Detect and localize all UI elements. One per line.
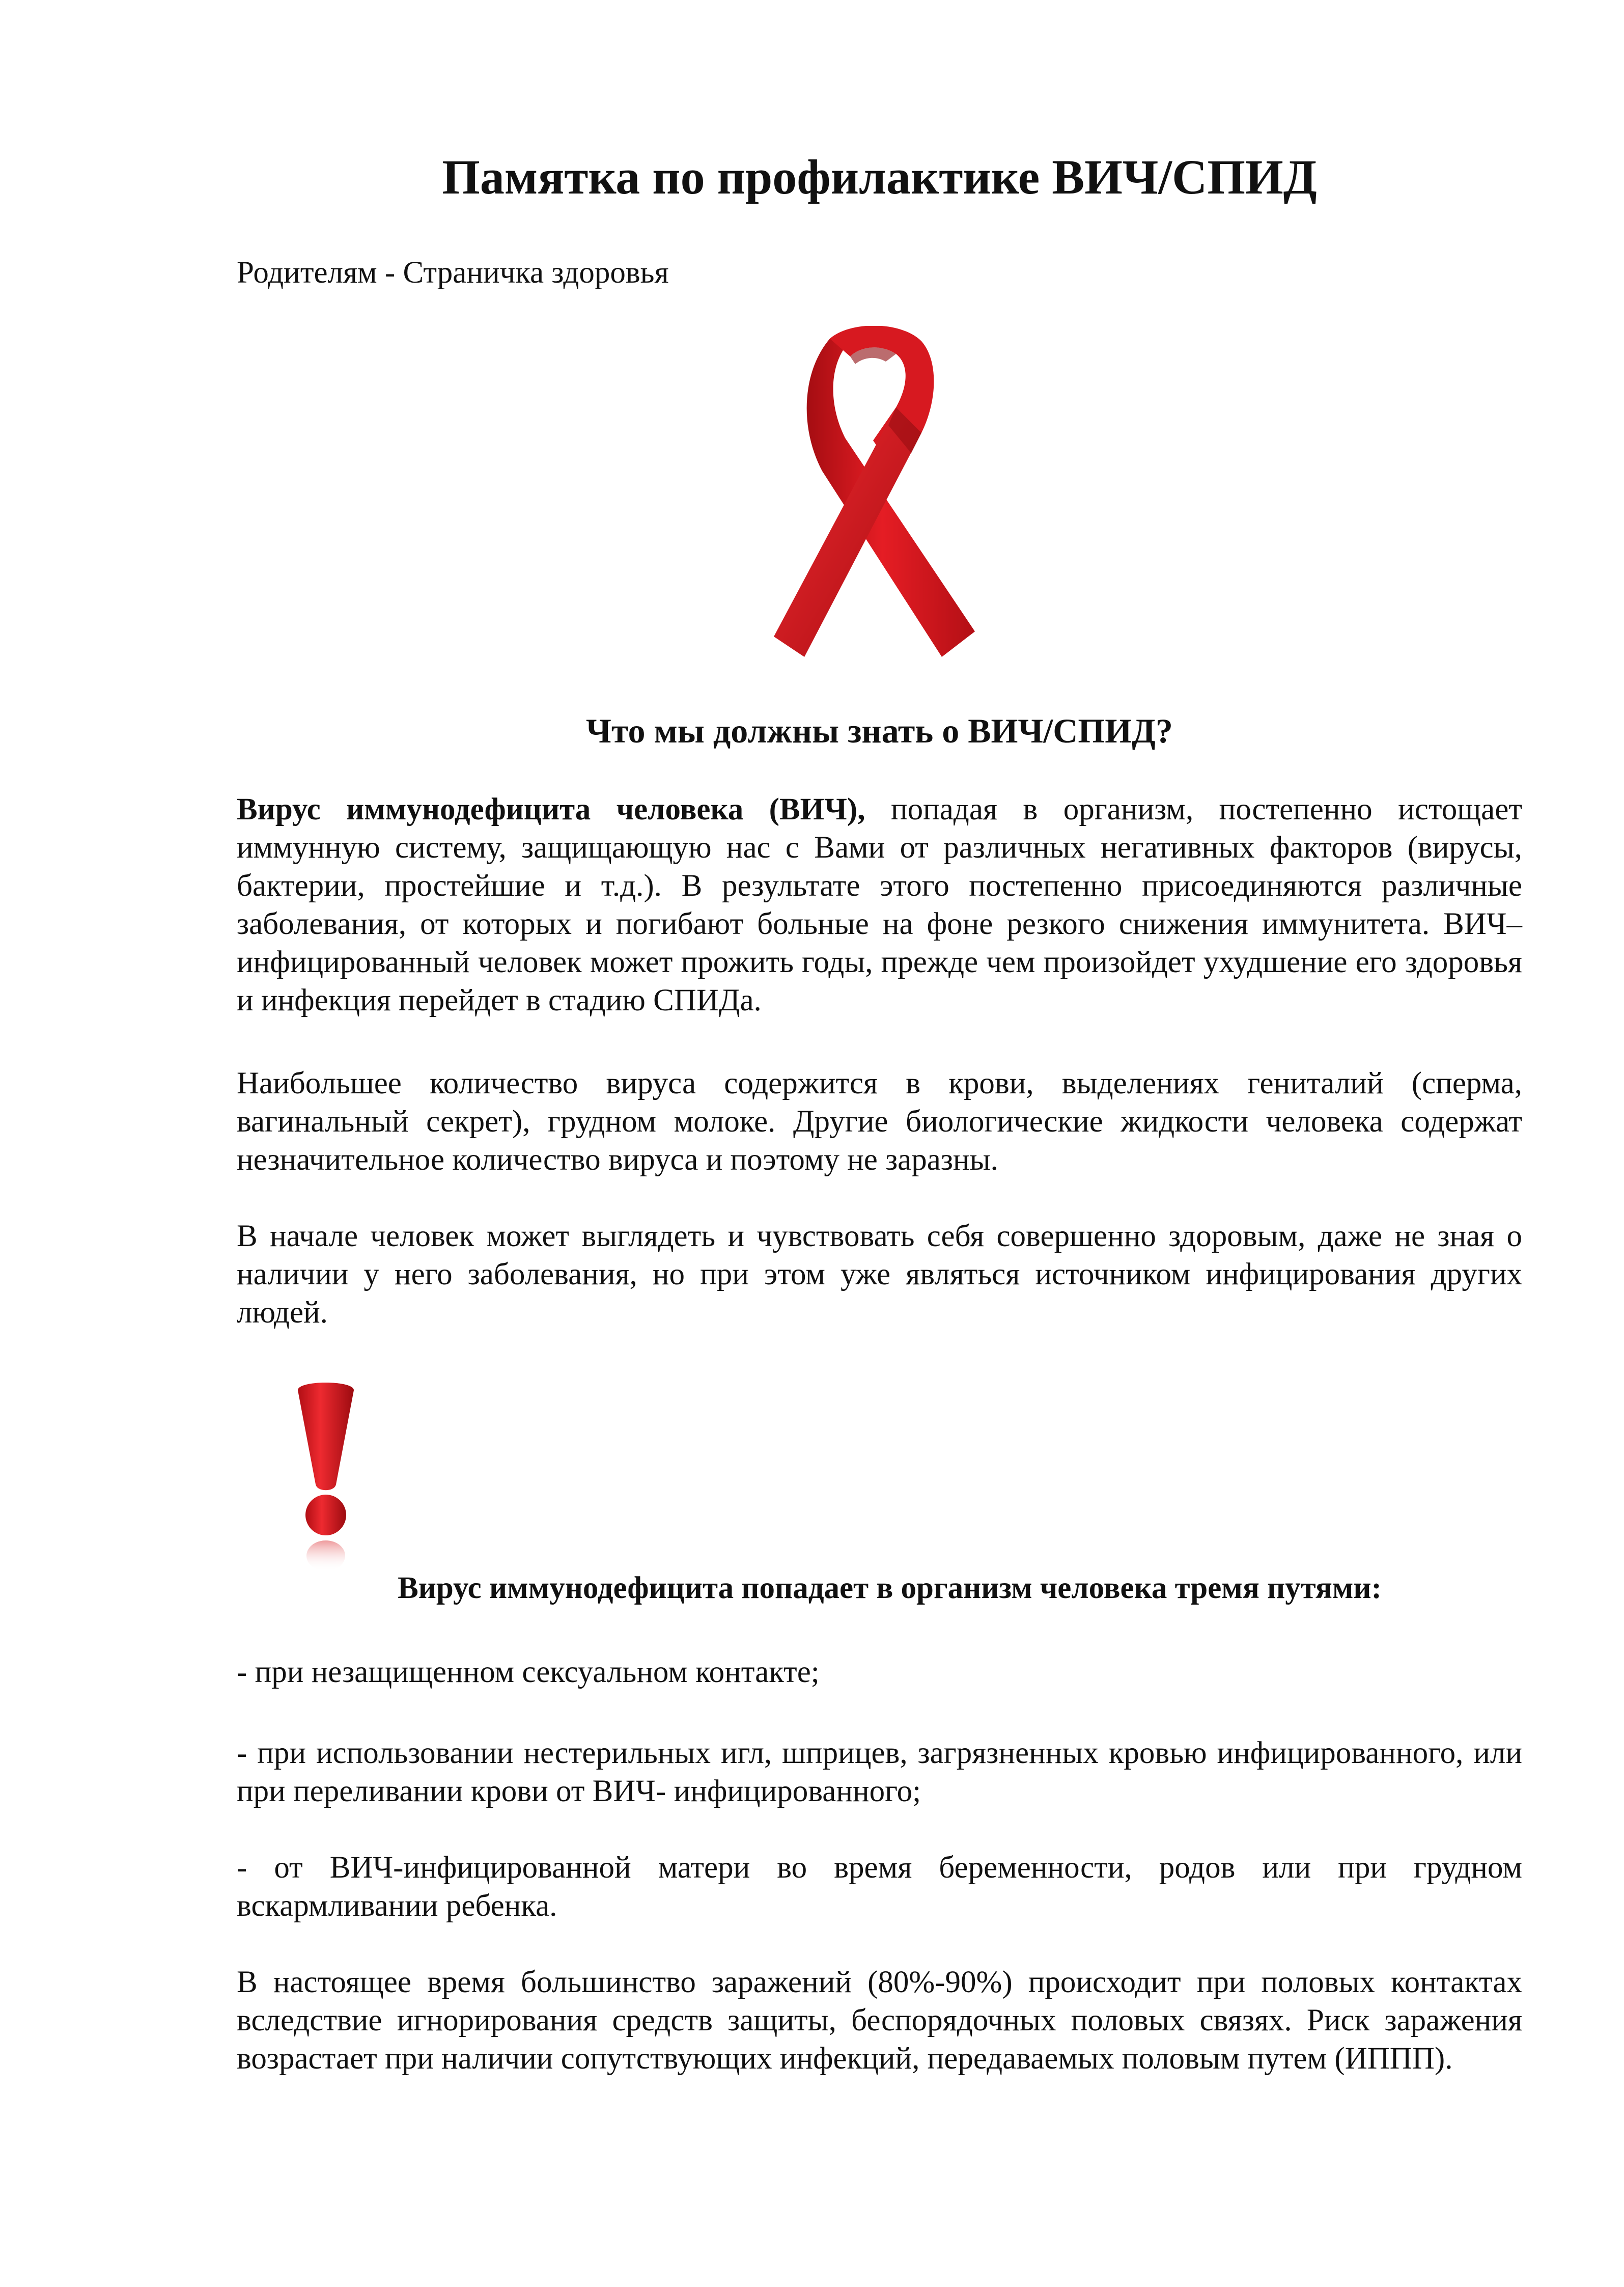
list-item: - от ВИЧ-инфицированной матери во время беременности, родов или при грудном вскармливании ребенка. (237, 1851, 1522, 1923)
paragraph-hiv-definition-text: попадая в организм, постепенно истощает иммунную систему, защищающую нас с Вами от различных негативных факторов (вирусы, бактерии, простейшие и т.д.). В результате этого постепенно присоединяются различные заболевания, от которых и погибают больные на фоне резкого снижения иммунитета. ВИЧ–инфицированный человек может прожить годы, прежде чем произойдет ухудшение его здоровья и инфекция перейдет в стадию СПИДа. (237, 792, 1522, 1017)
paragraph-hiv-definition (237, 790, 1522, 1019)
section-heading-transmission: Вирус иммунодефицита попадает в организм человека тремя путями: (398, 1571, 1382, 1605)
red-ribbon-icon (774, 326, 977, 672)
section-heading-what-to-know: Что мы должны знать о ВИЧ/СПИД? (586, 711, 1173, 750)
paragraph-virus-concentration: Наибольшее количество вируса содержится в крови, выделениях гениталий (сперма, вагинальный секрет), грудном молоке. Другие биологические жидкости человека содержат незначительное количество вируса и поэтому не заразны. (237, 1066, 1522, 1177)
page-title: Памятка по профилактике ВИЧ/СПИД (442, 150, 1317, 204)
list-item: - при использовании нестерильных игл, шприцев, загрязненных кровью инфицированного, или при переливании крови от ВИЧ- инфицированного; (237, 1736, 1522, 1808)
exclamation-icon (277, 1380, 374, 1579)
paragraph-hiv-definition-bold: Вирус иммунодефицита человека (ВИЧ), (237, 792, 865, 826)
paragraph-statistics: В настоящее время большинство заражений (80%-90%) происходит при половых контактах вследствие игнорирования средств защиты, беспорядочных половых связях. Риск заражения возрастает при наличии сопутствующих инфекций, передаваемых половым путем (ИППП). (237, 1965, 1522, 2076)
subtitle: Родителям - Страничка здоровья (237, 256, 669, 290)
list-item: - при незащищенном сексуальном контакте; (237, 1655, 820, 1689)
paragraph-early-stage: В начале человек может выглядеть и чувствовать себя совершенно здоровым, даже не зная о наличии у него заболевания, но при этом уже являться источником инфицирования других людей. (237, 1219, 1522, 1330)
